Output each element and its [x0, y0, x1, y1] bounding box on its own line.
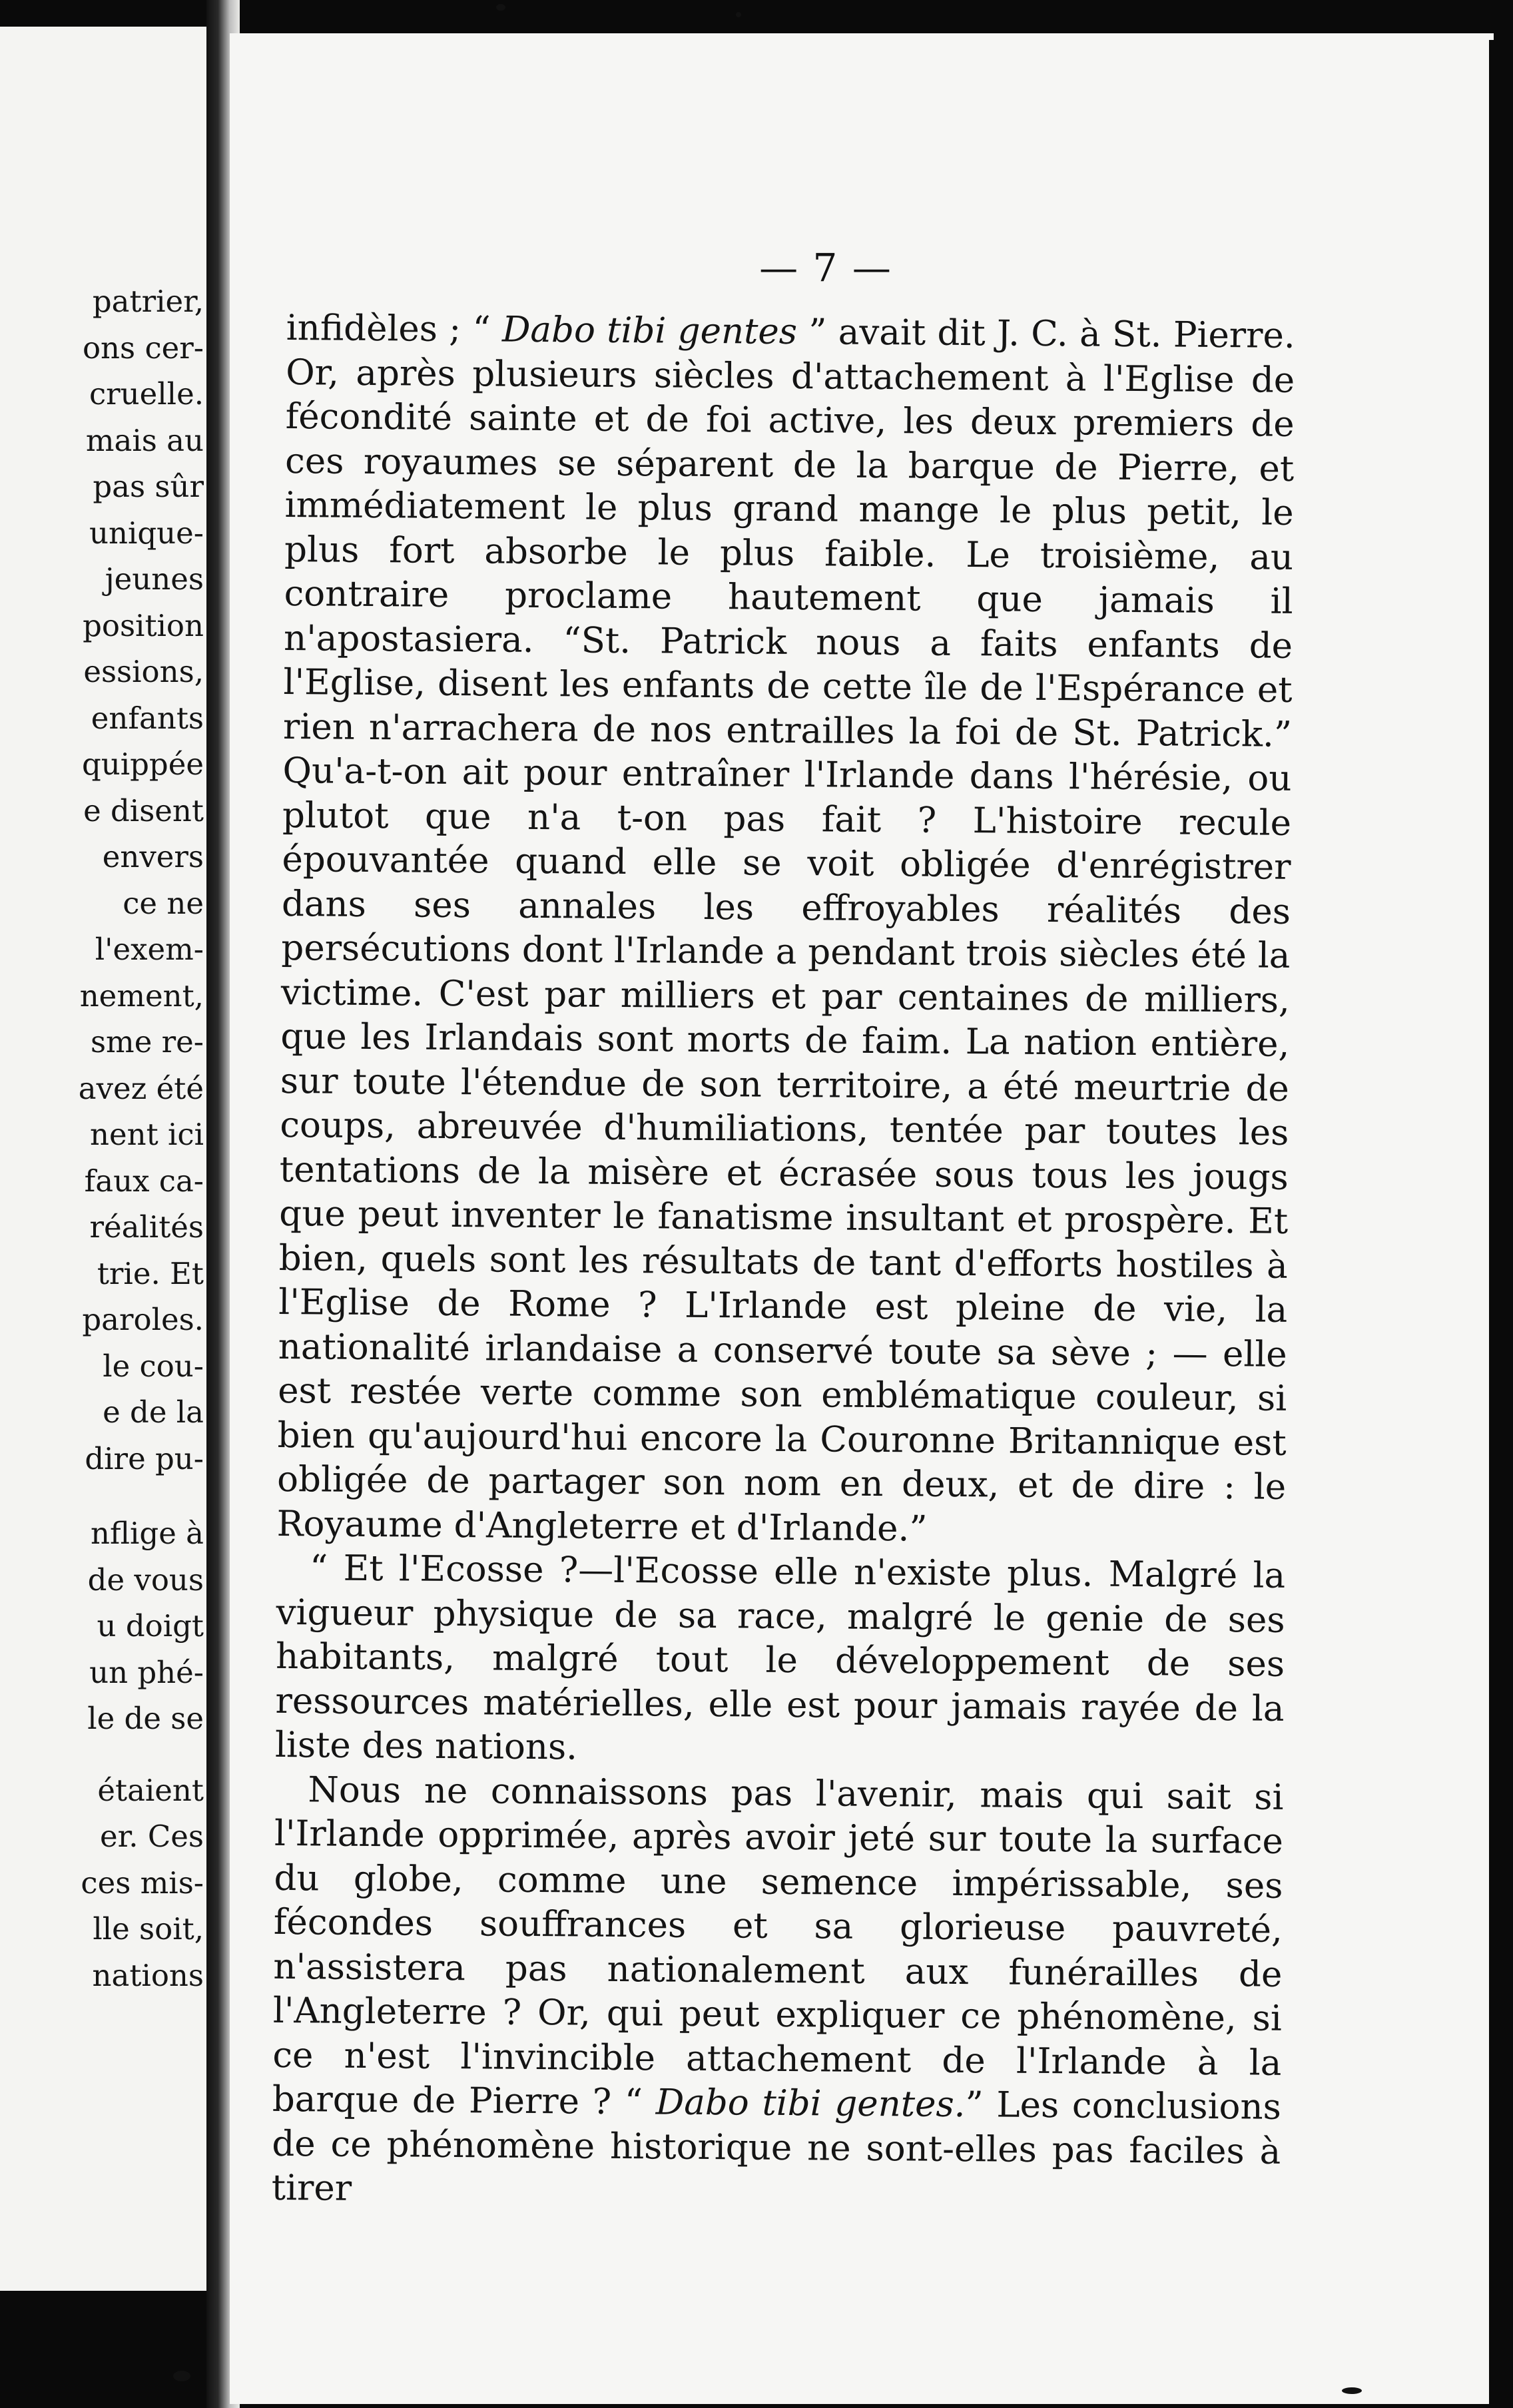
- text-run: Nous ne connaissons pas l'avenir, mais qui sait si l'Irlande opprimée, après avoir jeté sur toute la surface du globe, comme une semence impérissable, ses fécondes souffrances et sa glorieuse pauvreté, n'assistera pas nationalement aux funérailles de l'Angleterre ? Or, qui peut expliquer ce phénomène, si ce n'est l'invincible attachement de l'Irlande à la barque de Pierre ? “: [272, 1769, 1284, 2123]
- latin-quote: Dabo tibi gentes.: [655, 2082, 966, 2126]
- text-run: infidèles ; “: [286, 307, 503, 350]
- text-run: ” Les conclusions de ce phénomène historique ne sont-elles pas faciles à tirer: [271, 2084, 1282, 2209]
- left-line: unique-: [89, 515, 204, 551]
- paragraph: [276, 306, 1295, 1554]
- left-page: [0, 27, 213, 2291]
- left-line: mais au: [85, 422, 204, 458]
- latin-quote: Dabo tibi gentes: [501, 309, 798, 353]
- left-page-text-column: [4, 278, 204, 1998]
- left-line-gap: [4, 1482, 204, 1510]
- left-line: sme re-: [90, 1024, 204, 1059]
- left-line: ons cer-: [82, 330, 204, 366]
- left-line: patrier,: [92, 284, 204, 319]
- left-line-gap: [4, 1742, 204, 1767]
- page-number: — 7 —: [759, 245, 892, 290]
- left-line: l'exem-: [95, 932, 204, 967]
- left-line: le cou-: [103, 1348, 204, 1384]
- left-line: lle soit,: [93, 1911, 204, 1947]
- left-line: un phé-: [89, 1654, 204, 1690]
- left-line: envers: [102, 839, 204, 874]
- text-run: ” avait dit J. C. à St. Pierre. Or, après plusieurs siècles d'attachement à l'Eglise de fécondité sainte et de foi active, les deux premiers de ces royaumes se séparent de la barque de Pierre, et immédiatement le plus grand mange le plus petit, le plus fort absorbe le plus faible. Le troisième, au contraire proclame hautement que jamais il n'apostasiera. “St. Patrick nous a faits enfants de l'Eglise, disent les enfants de cette île de l'Espérance et rien n'arrachera de nos entrailles la foi de St. Patrick.” Qu'a-t-on ait pour entraîner l'Irlande dans l'hérésie, ou plutot que n'a t-on pas fait ? L'histoire recule épouvantée quand elle se voit obligée d'enrégistrer dans ses annales les effroyables réalités des persécutions dont l'Irlande a pendant trois siècles été la victime. C'est par milliers et par centaines de milliers, que les Irlandais sont morts de faim. La nation entière, sur toute l'étendue de son territoire, a été meurtrie de coups, abreuvée d'humiliations, tentée par toutes les tentations de la misère et écrasée sous tous les jougs que peut inventer le fanatisme insultant et prospère. Et bien, quels sont les résultats de tant d'efforts hostiles à l'Eglise de Rome ? L'Irlande est pleine de vie, la nationalité irlandaise a conservé toute sa sève ; — elle est restée verte comme son emblématique couleur, si bien qu'aujourd'hui encore la Couronne Britannique est obligée de partager son nom en deux, et de dire : le Royaume d'Angleterre et d'Irlande.”: [276, 312, 1295, 1550]
- left-line: essions,: [83, 654, 204, 689]
- left-line: jeunes: [105, 561, 204, 597]
- left-line: réalités: [89, 1209, 204, 1245]
- scan-speck: [1342, 2387, 1362, 2394]
- left-line: e de la: [103, 1394, 204, 1430]
- scan-speck: [496, 4, 505, 11]
- page-body-text: [272, 306, 1295, 2218]
- left-line: dire pu-: [85, 1440, 204, 1476]
- left-line: paroles.: [82, 1302, 204, 1337]
- left-line: u doigt: [97, 1608, 204, 1644]
- left-line: pas sûr: [93, 469, 204, 504]
- left-line: e disent: [83, 792, 204, 828]
- left-line: nflige à: [91, 1516, 204, 1551]
- left-line: trie. Et: [97, 1255, 204, 1291]
- page-edge-shadow: [1489, 40, 1513, 2408]
- left-line: nement,: [79, 978, 204, 1014]
- left-line: étaient: [97, 1772, 204, 1808]
- left-line: cruelle.: [89, 376, 204, 412]
- left-line: position: [83, 607, 204, 643]
- scan-speck: [736, 12, 741, 17]
- left-line: er. Ces: [100, 1819, 204, 1854]
- left-line: quippée: [81, 747, 204, 782]
- paragraph: [275, 1546, 1286, 1775]
- paragraph: [272, 1767, 1284, 2218]
- left-line: enfants: [91, 700, 204, 736]
- left-line: de vous: [87, 1562, 204, 1598]
- text-run: “ Et l'Ecosse ?—l'Ecosse elle n'existe plus. Malgré la vigueur physique de sa race, malgré le genie de ses habitants, malgré tout le développement de ses ressources matérielles, elle est pour jamais rayée de la liste des nations.: [274, 1548, 1286, 1768]
- left-line: le de se: [87, 1701, 204, 1736]
- left-line: faux ca-: [84, 1163, 204, 1199]
- left-line: ces mis-: [81, 1865, 204, 1901]
- left-line: ce ne: [123, 885, 204, 921]
- scan-speck: [173, 2371, 190, 2381]
- left-line: nent ici: [90, 1117, 204, 1152]
- left-line: avez été: [78, 1070, 204, 1106]
- left-line: nations: [92, 1957, 204, 1993]
